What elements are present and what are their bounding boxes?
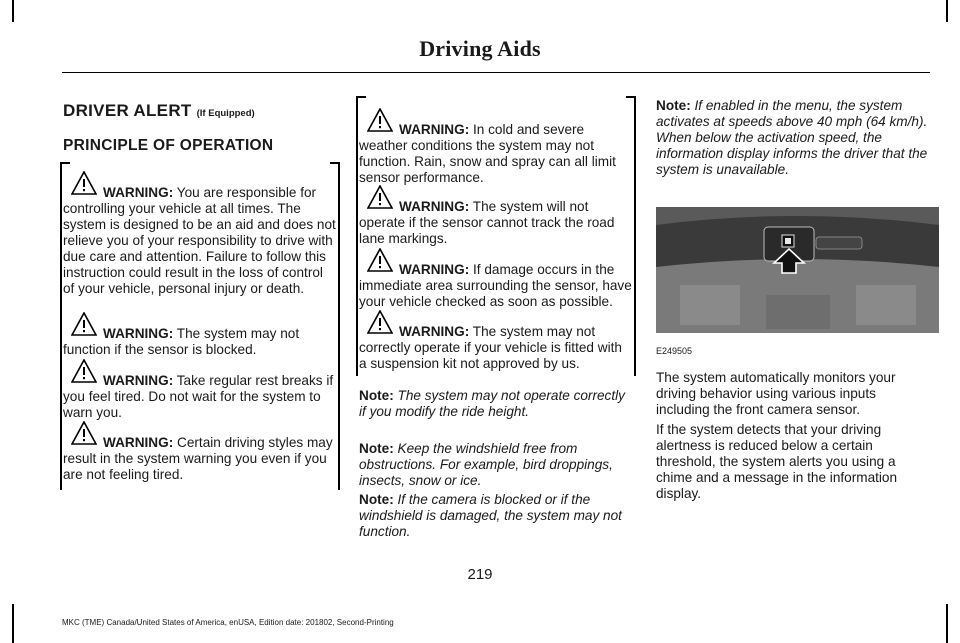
note-text: If the camera is blocked or if the windshield is damaged, the system may not function.: [359, 492, 622, 539]
warning-text: The system will not operate if the sensor cannot track the road lane markings.: [359, 199, 615, 246]
body-paragraph: The system automatically monitors your driving behavior using various inputs including the front camera sensor.: [656, 370, 896, 417]
warning-label: WARNING:: [103, 326, 174, 341]
note-text: Keep the windshield free from obstructions. For example, bird droppings, insects, snow or ice.: [359, 441, 613, 488]
warning-label: WARNING:: [103, 373, 174, 388]
warning-block: [359, 199, 632, 247]
crop-mark-top-left: [12, 0, 14, 22]
note-label: Note:: [359, 492, 394, 507]
footer-edition-info: MKC (TME) Canada/United States of America, enUSA, Edition date: 201802, Second-Printing: [62, 618, 394, 627]
note-paragraph: [656, 98, 938, 178]
note-paragraph: [359, 441, 634, 489]
page-header-title: Driving Aids: [419, 36, 541, 61]
warning-triangle-icon: [71, 312, 97, 336]
warning-text: If damage occurs in the immediate area surrounding the sensor, have your vehicle checked as soon as possible.: [359, 262, 632, 309]
warning-label: WARNING:: [103, 185, 174, 200]
note-paragraph: [359, 492, 634, 540]
crop-mark-top-right: [946, 0, 948, 22]
note-text: If enabled in the menu, the system activates at speeds above 40 mph (64 km/h). When below the activation speed, the information display informs the driver that the system is unavailable.: [656, 98, 928, 177]
warning-text: In cold and severe weather conditions the system may not function. Rain, snow and spray can all limit sensor performance.: [359, 122, 616, 185]
warning-label: WARNING:: [399, 324, 470, 339]
warning-block: [63, 326, 336, 358]
figure-label: E249505: [656, 346, 693, 356]
warning-triangle-icon: [71, 171, 97, 195]
crop-mark-bottom-right: [946, 604, 948, 643]
section-subtitle: PRINCIPLE OF OPERATION: [63, 137, 274, 154]
header-rule: [62, 72, 930, 73]
section-title: DRIVER ALERT (If Equipped): [63, 101, 255, 120]
warning-label: WARNING:: [399, 262, 470, 277]
body-paragraph: If the system detects that your driving alertness is reduced below a certain threshold, the system alerts you using a chime and a message in the information display.: [656, 422, 898, 501]
warning-block: [359, 324, 632, 372]
warning-text: Certain driving styles may result in the system warning you even if you are not feeling tired.: [63, 435, 333, 482]
note-label: Note:: [359, 441, 394, 456]
section-qualifier: (If Equipped): [196, 108, 255, 119]
note-label: Note:: [656, 98, 691, 113]
warning-block: [63, 185, 336, 297]
warning-label: WARNING:: [399, 199, 470, 214]
note-label: Note:: [359, 388, 394, 403]
page-number: 219: [467, 566, 493, 583]
warning-block: [63, 373, 336, 421]
note-paragraph: [359, 388, 634, 420]
warning-triangle-icon: [367, 310, 393, 334]
warning-block: [359, 262, 632, 310]
warning-triangle-icon: [367, 185, 393, 209]
warning-triangle-icon: [367, 248, 393, 272]
warning-label: WARNING:: [399, 122, 470, 137]
note-text: The system may not operate correctly if you modify the ride height.: [359, 388, 625, 419]
warning-block: [359, 122, 632, 186]
warning-text: You are responsible for controlling your vehicle at all times. The system is designed to be an aid and does not relieve you of your responsibility to drive with due care and attention. Failure to follow this instruction could result in the loss of control of your vehicle, personal injury or death.: [63, 185, 336, 296]
warning-text: Take regular rest breaks if you feel tired. Do not wait for the system to warn you.: [63, 373, 334, 420]
warning-block: [63, 435, 336, 483]
warning-text: The system may not function if the sensor is blocked.: [63, 326, 300, 357]
warning-triangle-icon: [71, 359, 97, 383]
warning-triangle-icon: [71, 421, 97, 445]
camera-sensor-illustration: [656, 207, 939, 333]
windshield-camera-image: [656, 207, 939, 333]
crop-mark-bottom-left: [12, 604, 14, 643]
warning-label: WARNING:: [103, 435, 174, 450]
warning-text: The system may not correctly operate if your vehicle is fitted with a suspension kit not approved by us.: [359, 324, 622, 371]
warning-triangle-icon: [367, 108, 393, 132]
